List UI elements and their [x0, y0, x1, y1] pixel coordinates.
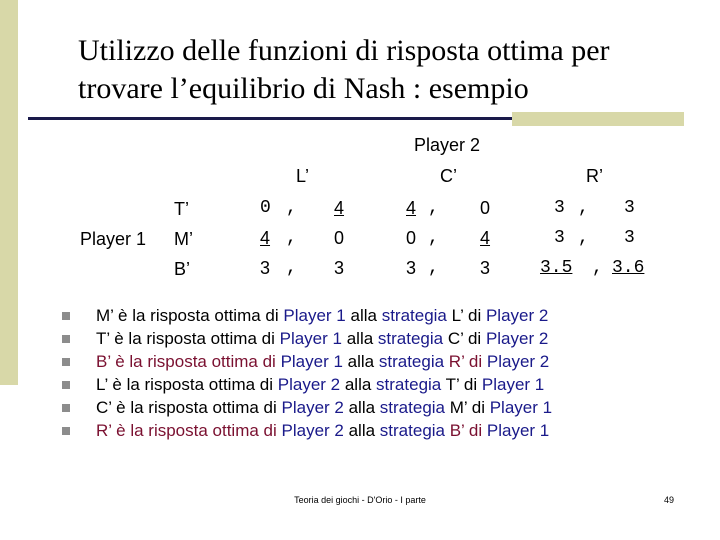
- square-bullet-icon: [62, 312, 70, 320]
- bullet-text: alla: [342, 352, 379, 371]
- list-item: [74, 327, 694, 350]
- bullet-text: alla: [345, 306, 382, 325]
- player-ref: Player 2: [485, 306, 549, 325]
- bullet-text: R’ è la risposta ottima di: [96, 421, 282, 440]
- column-header-l: L’: [296, 166, 310, 186]
- title-accent-block: [512, 112, 684, 126]
- player1-label: Player 1: [80, 229, 147, 249]
- bullet-text: M’ è la risposta ottima di: [96, 306, 284, 325]
- list-item: [74, 373, 694, 396]
- bullet-text: B’ di: [445, 421, 487, 440]
- square-bullet-icon: [62, 404, 70, 412]
- payoff-t-r-p2: 3: [624, 198, 635, 218]
- bullet-text: alla: [340, 375, 377, 394]
- bullet-text: C’ di: [443, 329, 486, 348]
- payoff-b-r-p2: 3.6: [612, 258, 645, 278]
- square-bullet-icon: [62, 427, 70, 435]
- bullet-text: R’ di: [444, 352, 487, 371]
- player-ref: Player 2: [281, 421, 344, 440]
- payoff-m-c-p1: 0: [406, 228, 417, 248]
- payoff-b-r-p1: 3.5: [540, 258, 573, 278]
- payoff-m-l-p1: 4: [260, 228, 271, 248]
- player-ref: Player 1: [481, 375, 545, 394]
- payoff-t-l-p2: 4: [334, 198, 345, 218]
- payoff-m-c-p2: 4: [480, 228, 491, 248]
- payoff-b-c-p1: 3: [406, 258, 417, 278]
- bullet-text: B’ è la risposta ottima di: [96, 352, 281, 371]
- bullet-text: T’ è la risposta ottima di: [96, 329, 280, 348]
- strategy-word: strategia: [381, 306, 447, 325]
- best-response-list: [74, 304, 694, 442]
- payoff-separator: ,: [428, 258, 439, 278]
- list-item: [74, 304, 694, 327]
- player-ref: Player 2: [281, 398, 344, 417]
- payoff-m-r-p2: 3: [624, 228, 635, 248]
- payoff-t-c-p2: 0: [480, 198, 491, 218]
- strategy-word: strategia: [379, 398, 445, 417]
- bullet-text: C’ è la risposta ottima di: [96, 398, 282, 417]
- slide-footer: Teoria dei giochi - D'Orio - I parte: [294, 495, 426, 505]
- player-ref: Player 2: [277, 375, 341, 394]
- left-accent-bar: [0, 0, 18, 385]
- payoff-b-l-p2: 3: [334, 258, 345, 278]
- column-header-c: C’: [440, 166, 457, 186]
- square-bullet-icon: [62, 381, 70, 389]
- bullet-text: L’ è la risposta ottima di: [96, 375, 278, 394]
- slide-title: [78, 32, 698, 108]
- bullet-text: T’ di: [441, 375, 482, 394]
- player-ref: Player 1: [486, 421, 550, 440]
- list-item: [74, 396, 694, 419]
- payoff-t-r-p1: 3: [554, 198, 565, 218]
- payoff-separator: ,: [428, 198, 439, 218]
- payoff-b-c-p2: 3: [480, 258, 491, 278]
- player2-label: Player 2: [414, 135, 481, 155]
- square-bullet-icon: [62, 358, 70, 366]
- payoff-m-r-p1: 3: [554, 228, 565, 248]
- player-ref: Player 2: [485, 329, 549, 348]
- square-bullet-icon: [62, 335, 70, 343]
- payoff-separator: ,: [428, 228, 439, 248]
- payoff-separator: ,: [578, 198, 589, 218]
- player-ref: Player 1: [489, 398, 553, 417]
- strategy-word: strategia: [378, 352, 445, 371]
- payoff-t-l-p1: 0: [260, 198, 271, 218]
- column-header-r: R’: [586, 166, 603, 186]
- player-ref: Player 1: [280, 352, 343, 371]
- player-ref: Player 1: [283, 306, 346, 325]
- payoff-separator: ,: [578, 228, 589, 248]
- strategy-word: strategia: [379, 421, 445, 440]
- strategy-word: strategia: [377, 329, 444, 348]
- payoff-separator: ,: [286, 258, 297, 278]
- title-line-2: trovare l’equilibrio di Nash : esempio: [78, 72, 529, 105]
- payoff-separator: ,: [286, 228, 297, 248]
- page-number: 49: [664, 495, 675, 505]
- row-header-b: B’: [174, 259, 191, 279]
- row-header-m: M’: [174, 229, 193, 249]
- payoff-t-c-p1: 4: [406, 198, 417, 218]
- list-item: [74, 419, 694, 442]
- bullet-text: alla: [341, 329, 378, 348]
- bullet-text: L’ di: [446, 306, 486, 325]
- list-item: [74, 350, 694, 373]
- payoff-separator: ,: [286, 198, 297, 218]
- payoff-separator: ,: [592, 258, 603, 278]
- title-line-1: Utilizzo delle funzioni di risposta ottima per: [78, 34, 610, 67]
- bullet-text: alla: [343, 398, 380, 417]
- bullet-text: alla: [343, 421, 380, 440]
- strategy-word: strategia: [376, 375, 442, 394]
- player-ref: Player 1: [279, 329, 342, 348]
- player-ref: Player 2: [486, 352, 550, 371]
- row-header-t: T’: [174, 199, 189, 219]
- bullet-text: M’ di: [445, 398, 490, 417]
- payoff-m-l-p2: 0: [334, 228, 345, 248]
- payoff-b-l-p1: 3: [260, 258, 271, 278]
